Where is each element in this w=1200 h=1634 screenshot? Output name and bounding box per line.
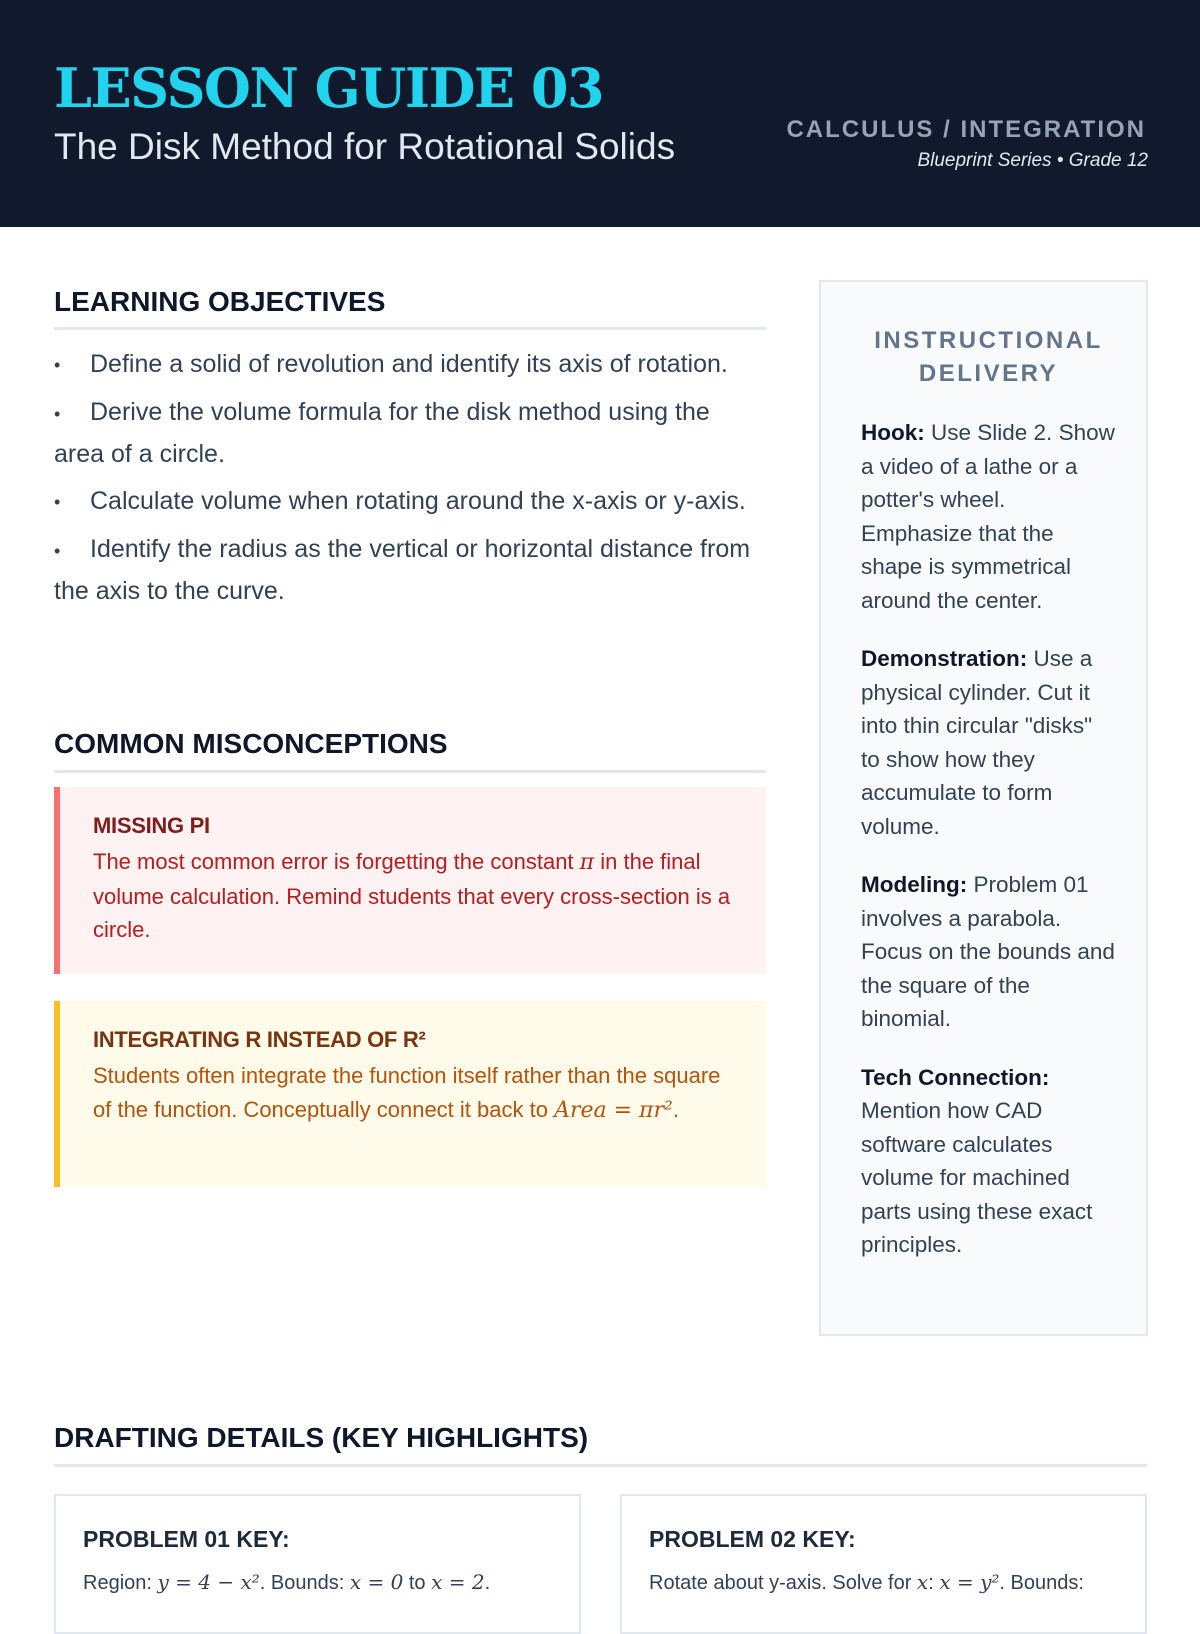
bullet-icon: • (54, 540, 61, 561)
misconception-title: MISSING PI (93, 813, 210, 838)
misconception-body: Students often integrate the function itself rather than the square of the function. Conceptually connect it back to Area = πr². (93, 1063, 721, 1123)
list-item: • Derive the volume formula for the disk method using the area of a circle. (54, 392, 766, 473)
series-label: Blueprint Series • Grade 12 (917, 150, 1148, 171)
bullet-icon: • (54, 355, 61, 376)
misconception-card-r-squared (54, 1001, 766, 1187)
list-item: • Identify the radius as the vertical or horizontal distance from the axis to the curve. (54, 529, 766, 610)
key-title: PROBLEM 01 KEY: (83, 1526, 290, 1552)
key-title: PROBLEM 02 KEY: (649, 1526, 856, 1552)
delivery-hook: Hook: Use Slide 2. Show a video of a lathe or a potter's wheel. Emphasize that the shape is symmetrical around the center. (861, 420, 1115, 613)
delivery-modeling: Modeling: Problem 01 involves a parabola. Focus on the bounds and the square of the binomial. (861, 872, 1115, 1031)
problem-01-key (54, 1494, 581, 1634)
page-header (0, 0, 1200, 227)
list-item: • Calculate volume when rotating around the x-axis or y-axis. (54, 481, 766, 522)
lesson-title: LESSON GUIDE 03 (54, 56, 604, 120)
delivery-tech-connection: Tech Connection: Mention how CAD software calculates volume for machined parts using these exact principles. (861, 1064, 1093, 1257)
bullet-icon: • (54, 492, 61, 513)
panel-title: INSTRUCTIONAL DELIVERY (874, 327, 1103, 387)
math-pi: π (579, 850, 595, 875)
problem-02-key (620, 1494, 1147, 1634)
misconception-body: The most common error is forgetting the constant π in the final volume calculation. Remind students that every cross-section is a circle. (93, 849, 731, 942)
key-body: Rotate about y-axis. Solve for x: x = y². Bounds: (649, 1570, 1084, 1594)
lesson-subtitle: The Disk Method for Rotational Solids (54, 126, 676, 167)
drafting-heading: DRAFTING DETAILS (KEY HIGHLIGHTS) (54, 1422, 1147, 1467)
key-body: Region: y = 4 − x². Bounds: x = 0 to x = 2. (83, 1570, 491, 1594)
misconceptions-heading: COMMON MISCONCEPTIONS (54, 728, 766, 773)
objectives-list (54, 344, 766, 618)
subject-label: CALCULUS / INTEGRATION (786, 116, 1146, 143)
list-item: • Define a solid of revolution and identify its axis of rotation. (54, 344, 766, 385)
objectives-heading: LEARNING OBJECTIVES (54, 286, 766, 330)
delivery-demonstration: Demonstration: Use a physical cylinder. Cut it into thin circular "disks" to show how they accumulate to form volume. (861, 646, 1093, 839)
math-area-formula: Area = πr² (554, 1097, 673, 1123)
bullet-icon: • (54, 403, 61, 424)
misconception-title: INTEGRATING R INSTEAD OF R² (93, 1027, 426, 1052)
misconception-card-missing-pi (54, 787, 766, 974)
instructional-delivery-panel (819, 280, 1148, 1336)
